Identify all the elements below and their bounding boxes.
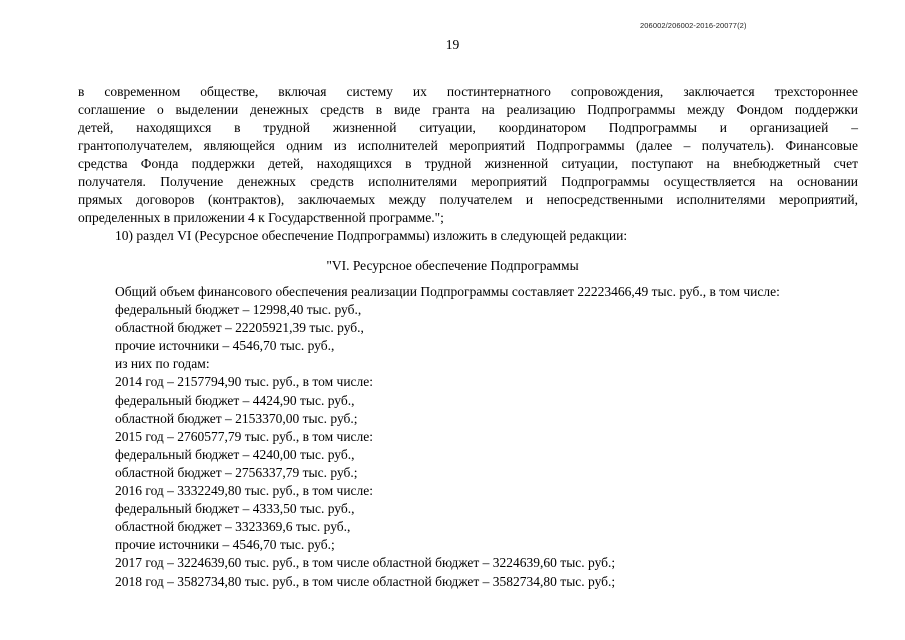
item-10-instruction: 10) раздел VI (Ресурсное обеспечение Подпрограммы) изложить в следующей редакции: xyxy=(115,228,628,243)
paragraph-line: определенных в приложении 4 к Государственной программе."; xyxy=(78,210,444,225)
funding-line: областной бюджет – 2153370,00 тыс. руб.; xyxy=(115,410,358,426)
paragraph-line: детей, находящихся в трудной жизненной ситуации, координатором Подпрограммы и организацией – xyxy=(78,120,858,135)
funding-line: областной бюджет – 22205921,39 тыс. руб., xyxy=(115,320,364,336)
funding-line: федеральный бюджет – 4424,90 тыс. руб., xyxy=(115,392,355,408)
page-number: 19 xyxy=(445,37,460,52)
paragraph-line: в современном обществе, включая систему их постинтернатного сопровождения, заключается трехстороннее xyxy=(78,84,858,99)
paragraph-line: средства Фонда поддержки детей, находящихся в трудной жизненной ситуации, поступают на внебюджетный счет xyxy=(78,156,858,171)
funding-line: областной бюджет – 2756337,79 тыс. руб.; xyxy=(115,464,358,480)
funding-year-2014: 2014 год – 2157794,90 тыс. руб., в том числе: xyxy=(115,374,374,390)
funding-list xyxy=(115,283,875,591)
funding-line: прочие источники – 4546,70 тыс. руб.; xyxy=(115,537,335,553)
funding-year-2017: 2017 год – 3224639,60 тыс. руб., в том числе областной бюджет – 3224639,60 тыс. руб.; xyxy=(115,555,616,571)
paragraph-line: грантополучателем, являющейся одним из исполнителей мероприятий Подпрограммы (далее – получатель). Финансовые xyxy=(78,138,858,153)
document-id: 206002/206002-2016-20077(2) xyxy=(640,21,747,30)
section-heading: "VI. Ресурсное обеспечение Подпрограммы xyxy=(326,258,579,273)
funding-total: Общий объем финансового обеспечения реализации Подпрограммы составляет 22223466,49 тыс. руб., в том числе: xyxy=(115,284,780,299)
funding-year-2015: 2015 год – 2760577,79 тыс. руб., в том числе: xyxy=(115,428,374,444)
funding-line: федеральный бюджет – 12998,40 тыс. руб., xyxy=(115,302,362,318)
funding-line: федеральный бюджет – 4240,00 тыс. руб., xyxy=(115,446,355,462)
funding-line: областной бюджет – 3323369,6 тыс. руб., xyxy=(115,519,351,535)
funding-line: из них по годам: xyxy=(115,356,210,372)
paragraph-line: прямых договоров (контрактов), заключаемых между получателем и непосредственными исполнителями мероприятий, xyxy=(78,192,858,207)
funding-year-2016: 2016 год – 3332249,80 тыс. руб., в том числе: xyxy=(115,483,374,499)
paragraph-line: получателя. Получение денежных средств исполнителями мероприятий Подпрограммы осуществляется на основании xyxy=(78,174,858,189)
funding-line: прочие источники – 4546,70 тыс. руб., xyxy=(115,338,335,354)
paragraph-grant-agreement xyxy=(78,83,858,227)
paragraph-line: соглашение о выделении денежных средств в виде гранта на реализацию Подпрограммы между Фондом поддержки xyxy=(78,102,858,117)
funding-line: федеральный бюджет – 4333,50 тыс. руб., xyxy=(115,501,355,517)
funding-year-2018: 2018 год – 3582734,80 тыс. руб., в том числе областной бюджет – 3582734,80 тыс. руб.; xyxy=(115,573,616,589)
